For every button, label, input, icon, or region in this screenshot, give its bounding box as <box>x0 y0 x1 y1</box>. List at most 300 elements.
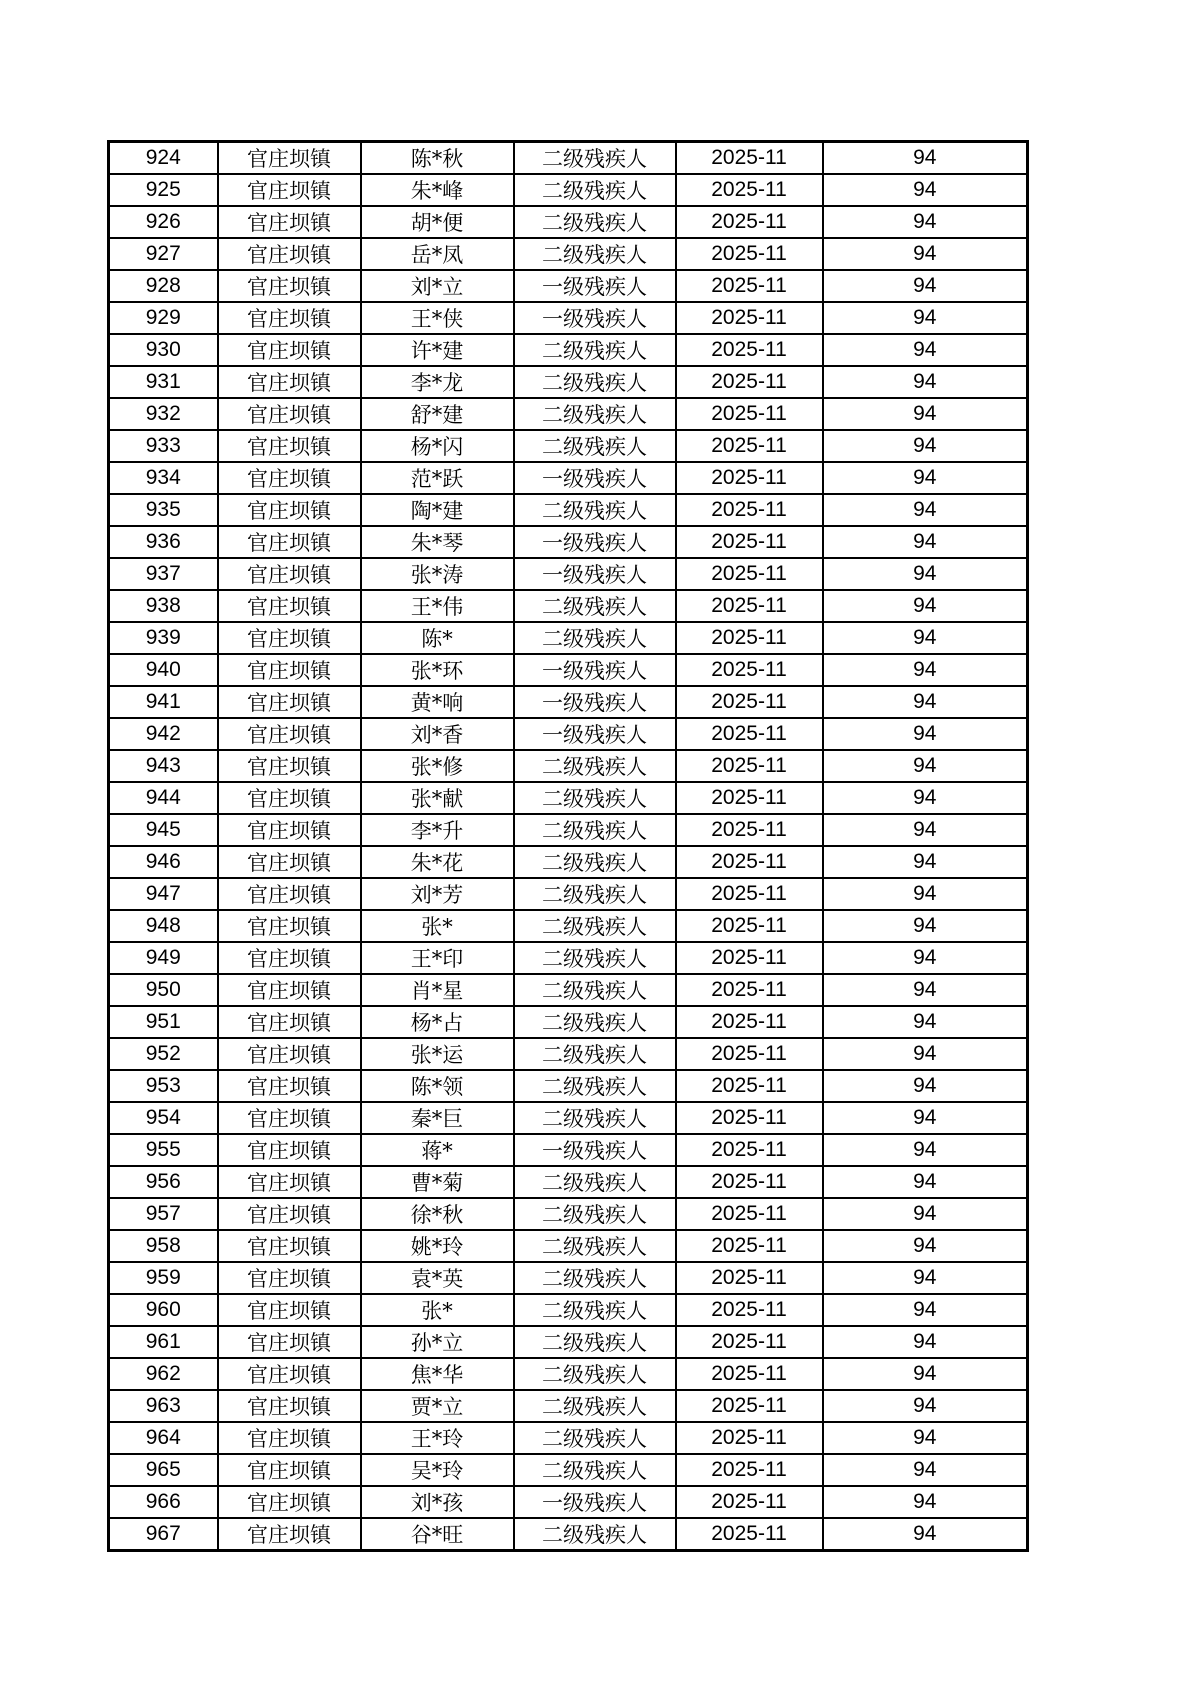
cell-disability-category: 二级残疾人 <box>514 878 676 910</box>
cell-serial-number: 927 <box>109 238 218 270</box>
cell-serial-number: 956 <box>109 1166 218 1198</box>
cell-town: 官庄坝镇 <box>218 1102 361 1134</box>
table-row <box>109 206 1028 238</box>
cell-disability-category: 二级残疾人 <box>514 1518 676 1551</box>
cell-town: 官庄坝镇 <box>218 814 361 846</box>
table-row <box>109 1038 1028 1070</box>
cell-amount: 94 <box>823 910 1028 942</box>
cell-town: 官庄坝镇 <box>218 1262 361 1294</box>
cell-payment-month: 2025-11 <box>676 366 823 398</box>
cell-amount: 94 <box>823 366 1028 398</box>
cell-person-name: 舒*建 <box>361 398 514 430</box>
cell-amount: 94 <box>823 654 1028 686</box>
cell-town: 官庄坝镇 <box>218 942 361 974</box>
cell-payment-month: 2025-11 <box>676 238 823 270</box>
table-row <box>109 942 1028 974</box>
cell-amount: 94 <box>823 686 1028 718</box>
cell-serial-number: 961 <box>109 1326 218 1358</box>
table-row <box>109 846 1028 878</box>
cell-person-name: 王*伟 <box>361 590 514 622</box>
cell-payment-month: 2025-11 <box>676 270 823 302</box>
cell-payment-month: 2025-11 <box>676 942 823 974</box>
cell-person-name: 贾*立 <box>361 1390 514 1422</box>
cell-payment-month: 2025-11 <box>676 1262 823 1294</box>
cell-serial-number: 945 <box>109 814 218 846</box>
cell-disability-category: 一级残疾人 <box>514 718 676 750</box>
cell-serial-number: 959 <box>109 1262 218 1294</box>
table-row <box>109 1006 1028 1038</box>
cell-disability-category: 二级残疾人 <box>514 142 676 175</box>
cell-serial-number: 964 <box>109 1422 218 1454</box>
cell-serial-number: 967 <box>109 1518 218 1551</box>
cell-serial-number: 930 <box>109 334 218 366</box>
cell-person-name: 刘*香 <box>361 718 514 750</box>
cell-amount: 94 <box>823 590 1028 622</box>
cell-town: 官庄坝镇 <box>218 1070 361 1102</box>
cell-amount: 94 <box>823 1294 1028 1326</box>
cell-disability-category: 一级残疾人 <box>514 270 676 302</box>
cell-payment-month: 2025-11 <box>676 334 823 366</box>
cell-disability-category: 二级残疾人 <box>514 1454 676 1486</box>
cell-person-name: 陶*建 <box>361 494 514 526</box>
cell-payment-month: 2025-11 <box>676 686 823 718</box>
cell-amount: 94 <box>823 846 1028 878</box>
cell-payment-month: 2025-11 <box>676 1422 823 1454</box>
cell-town: 官庄坝镇 <box>218 1454 361 1486</box>
table-row <box>109 654 1028 686</box>
cell-town: 官庄坝镇 <box>218 750 361 782</box>
cell-town: 官庄坝镇 <box>218 878 361 910</box>
cell-payment-month: 2025-11 <box>676 142 823 175</box>
cell-amount: 94 <box>823 142 1028 175</box>
cell-amount: 94 <box>823 1102 1028 1134</box>
cell-person-name: 刘*孩 <box>361 1486 514 1518</box>
cell-payment-month: 2025-11 <box>676 750 823 782</box>
cell-payment-month: 2025-11 <box>676 590 823 622</box>
table-row <box>109 494 1028 526</box>
table-row <box>109 174 1028 206</box>
cell-disability-category: 二级残疾人 <box>514 494 676 526</box>
cell-person-name: 朱*峰 <box>361 174 514 206</box>
table-row <box>109 1198 1028 1230</box>
cell-disability-category: 二级残疾人 <box>514 430 676 462</box>
cell-payment-month: 2025-11 <box>676 1166 823 1198</box>
cell-serial-number: 940 <box>109 654 218 686</box>
cell-disability-category: 二级残疾人 <box>514 1390 676 1422</box>
cell-amount: 94 <box>823 622 1028 654</box>
cell-disability-category: 二级残疾人 <box>514 238 676 270</box>
cell-town: 官庄坝镇 <box>218 334 361 366</box>
cell-disability-category: 一级残疾人 <box>514 1486 676 1518</box>
cell-disability-category: 二级残疾人 <box>514 1262 676 1294</box>
cell-amount: 94 <box>823 334 1028 366</box>
table-row <box>109 398 1028 430</box>
cell-person-name: 张*献 <box>361 782 514 814</box>
table-row <box>109 1166 1028 1198</box>
cell-payment-month: 2025-11 <box>676 1102 823 1134</box>
cell-person-name: 胡*便 <box>361 206 514 238</box>
table-row <box>109 686 1028 718</box>
cell-payment-month: 2025-11 <box>676 1294 823 1326</box>
cell-amount: 94 <box>823 750 1028 782</box>
cell-serial-number: 941 <box>109 686 218 718</box>
cell-disability-category: 二级残疾人 <box>514 1198 676 1230</box>
cell-amount: 94 <box>823 206 1028 238</box>
cell-payment-month: 2025-11 <box>676 1518 823 1551</box>
table-row <box>109 462 1028 494</box>
cell-town: 官庄坝镇 <box>218 782 361 814</box>
table-row <box>109 1486 1028 1518</box>
cell-serial-number: 943 <box>109 750 218 782</box>
cell-town: 官庄坝镇 <box>218 174 361 206</box>
cell-town: 官庄坝镇 <box>218 238 361 270</box>
cell-person-name: 吴*玲 <box>361 1454 514 1486</box>
cell-amount: 94 <box>823 398 1028 430</box>
cell-disability-category: 一级残疾人 <box>514 462 676 494</box>
cell-person-name: 张*环 <box>361 654 514 686</box>
table-row <box>109 1134 1028 1166</box>
cell-amount: 94 <box>823 558 1028 590</box>
cell-town: 官庄坝镇 <box>218 974 361 1006</box>
cell-disability-category: 二级残疾人 <box>514 1230 676 1262</box>
table-row <box>109 1262 1028 1294</box>
cell-amount: 94 <box>823 1038 1028 1070</box>
subsidy-roster-table <box>107 140 1029 1552</box>
cell-town: 官庄坝镇 <box>218 1294 361 1326</box>
cell-payment-month: 2025-11 <box>676 1038 823 1070</box>
cell-payment-month: 2025-11 <box>676 1006 823 1038</box>
cell-disability-category: 二级残疾人 <box>514 1070 676 1102</box>
cell-town: 官庄坝镇 <box>218 1038 361 1070</box>
cell-serial-number: 957 <box>109 1198 218 1230</box>
cell-town: 官庄坝镇 <box>218 1390 361 1422</box>
cell-town: 官庄坝镇 <box>218 654 361 686</box>
table-row <box>109 1454 1028 1486</box>
cell-amount: 94 <box>823 526 1028 558</box>
cell-town: 官庄坝镇 <box>218 1518 361 1551</box>
cell-serial-number: 966 <box>109 1486 218 1518</box>
cell-person-name: 肖*星 <box>361 974 514 1006</box>
cell-town: 官庄坝镇 <box>218 366 361 398</box>
table-row <box>109 558 1028 590</box>
cell-serial-number: 936 <box>109 526 218 558</box>
table-row <box>109 974 1028 1006</box>
cell-person-name: 陈*领 <box>361 1070 514 1102</box>
cell-amount: 94 <box>823 270 1028 302</box>
cell-disability-category: 二级残疾人 <box>514 366 676 398</box>
table-row <box>109 814 1028 846</box>
cell-person-name: 王*玲 <box>361 1422 514 1454</box>
cell-town: 官庄坝镇 <box>218 526 361 558</box>
cell-person-name: 谷*旺 <box>361 1518 514 1551</box>
cell-town: 官庄坝镇 <box>218 1198 361 1230</box>
cell-person-name: 刘*芳 <box>361 878 514 910</box>
cell-disability-category: 二级残疾人 <box>514 846 676 878</box>
cell-amount: 94 <box>823 1486 1028 1518</box>
cell-disability-category: 二级残疾人 <box>514 1422 676 1454</box>
cell-person-name: 焦*华 <box>361 1358 514 1390</box>
cell-disability-category: 一级残疾人 <box>514 654 676 686</box>
cell-amount: 94 <box>823 1070 1028 1102</box>
cell-person-name: 张* <box>361 910 514 942</box>
cell-amount: 94 <box>823 1454 1028 1486</box>
cell-payment-month: 2025-11 <box>676 494 823 526</box>
cell-disability-category: 一级残疾人 <box>514 1134 676 1166</box>
cell-payment-month: 2025-11 <box>676 1070 823 1102</box>
table-row <box>109 1422 1028 1454</box>
cell-person-name: 张*涛 <box>361 558 514 590</box>
cell-payment-month: 2025-11 <box>676 174 823 206</box>
cell-disability-category: 二级残疾人 <box>514 782 676 814</box>
table-row <box>109 750 1028 782</box>
cell-person-name: 秦*巨 <box>361 1102 514 1134</box>
cell-disability-category: 一级残疾人 <box>514 526 676 558</box>
table-row <box>109 270 1028 302</box>
cell-disability-category: 二级残疾人 <box>514 622 676 654</box>
table-row <box>109 1390 1028 1422</box>
cell-person-name: 李*升 <box>361 814 514 846</box>
cell-person-name: 王*侠 <box>361 302 514 334</box>
cell-amount: 94 <box>823 238 1028 270</box>
cell-serial-number: 963 <box>109 1390 218 1422</box>
cell-town: 官庄坝镇 <box>218 910 361 942</box>
cell-person-name: 陈*秋 <box>361 142 514 175</box>
table-row <box>109 1518 1028 1551</box>
cell-serial-number: 937 <box>109 558 218 590</box>
cell-serial-number: 933 <box>109 430 218 462</box>
cell-serial-number: 928 <box>109 270 218 302</box>
cell-serial-number: 925 <box>109 174 218 206</box>
cell-payment-month: 2025-11 <box>676 1390 823 1422</box>
cell-disability-category: 二级残疾人 <box>514 1166 676 1198</box>
cell-serial-number: 958 <box>109 1230 218 1262</box>
cell-person-name: 孙*立 <box>361 1326 514 1358</box>
table-row <box>109 302 1028 334</box>
cell-person-name: 王*印 <box>361 942 514 974</box>
cell-town: 官庄坝镇 <box>218 846 361 878</box>
cell-disability-category: 二级残疾人 <box>514 398 676 430</box>
cell-town: 官庄坝镇 <box>218 558 361 590</box>
cell-town: 官庄坝镇 <box>218 1422 361 1454</box>
cell-town: 官庄坝镇 <box>218 718 361 750</box>
cell-amount: 94 <box>823 942 1028 974</box>
cell-person-name: 姚*玲 <box>361 1230 514 1262</box>
table-body <box>109 142 1028 1551</box>
cell-serial-number: 942 <box>109 718 218 750</box>
cell-amount: 94 <box>823 1198 1028 1230</box>
cell-disability-category: 二级残疾人 <box>514 750 676 782</box>
cell-serial-number: 965 <box>109 1454 218 1486</box>
cell-town: 官庄坝镇 <box>218 1006 361 1038</box>
cell-disability-category: 二级残疾人 <box>514 974 676 1006</box>
cell-person-name: 许*建 <box>361 334 514 366</box>
table-row <box>109 334 1028 366</box>
cell-payment-month: 2025-11 <box>676 462 823 494</box>
cell-payment-month: 2025-11 <box>676 302 823 334</box>
cell-amount: 94 <box>823 1326 1028 1358</box>
cell-payment-month: 2025-11 <box>676 1230 823 1262</box>
cell-serial-number: 954 <box>109 1102 218 1134</box>
cell-payment-month: 2025-11 <box>676 622 823 654</box>
table-row <box>109 366 1028 398</box>
table-row <box>109 1358 1028 1390</box>
cell-town: 官庄坝镇 <box>218 686 361 718</box>
cell-amount: 94 <box>823 1358 1028 1390</box>
table-row <box>109 1070 1028 1102</box>
table-row <box>109 1326 1028 1358</box>
cell-disability-category: 二级残疾人 <box>514 814 676 846</box>
table-row <box>109 878 1028 910</box>
cell-serial-number: 952 <box>109 1038 218 1070</box>
cell-person-name: 蒋* <box>361 1134 514 1166</box>
cell-disability-category: 一级残疾人 <box>514 302 676 334</box>
cell-person-name: 陈* <box>361 622 514 654</box>
cell-amount: 94 <box>823 1006 1028 1038</box>
cell-payment-month: 2025-11 <box>676 1134 823 1166</box>
cell-disability-category: 二级残疾人 <box>514 1006 676 1038</box>
table-row <box>109 142 1028 175</box>
cell-person-name: 张* <box>361 1294 514 1326</box>
cell-amount: 94 <box>823 782 1028 814</box>
cell-amount: 94 <box>823 462 1028 494</box>
cell-town: 官庄坝镇 <box>218 270 361 302</box>
cell-person-name: 朱*琴 <box>361 526 514 558</box>
cell-amount: 94 <box>823 174 1028 206</box>
cell-town: 官庄坝镇 <box>218 142 361 175</box>
cell-serial-number: 955 <box>109 1134 218 1166</box>
cell-disability-category: 二级残疾人 <box>514 1038 676 1070</box>
cell-payment-month: 2025-11 <box>676 398 823 430</box>
cell-serial-number: 939 <box>109 622 218 654</box>
cell-disability-category: 一级残疾人 <box>514 558 676 590</box>
cell-amount: 94 <box>823 302 1028 334</box>
cell-serial-number: 932 <box>109 398 218 430</box>
cell-town: 官庄坝镇 <box>218 1134 361 1166</box>
cell-payment-month: 2025-11 <box>676 910 823 942</box>
cell-town: 官庄坝镇 <box>218 430 361 462</box>
table-row <box>109 1102 1028 1134</box>
cell-payment-month: 2025-11 <box>676 1486 823 1518</box>
table-row <box>109 430 1028 462</box>
cell-amount: 94 <box>823 814 1028 846</box>
cell-amount: 94 <box>823 1166 1028 1198</box>
cell-serial-number: 951 <box>109 1006 218 1038</box>
cell-town: 官庄坝镇 <box>218 302 361 334</box>
cell-serial-number: 947 <box>109 878 218 910</box>
cell-amount: 94 <box>823 430 1028 462</box>
cell-disability-category: 二级残疾人 <box>514 206 676 238</box>
table-row <box>109 238 1028 270</box>
cell-disability-category: 二级残疾人 <box>514 590 676 622</box>
cell-person-name: 张*修 <box>361 750 514 782</box>
cell-payment-month: 2025-11 <box>676 878 823 910</box>
table-row <box>109 718 1028 750</box>
cell-person-name: 朱*花 <box>361 846 514 878</box>
cell-payment-month: 2025-11 <box>676 974 823 1006</box>
cell-amount: 94 <box>823 718 1028 750</box>
cell-disability-category: 二级残疾人 <box>514 942 676 974</box>
cell-serial-number: 926 <box>109 206 218 238</box>
cell-town: 官庄坝镇 <box>218 398 361 430</box>
cell-person-name: 张*运 <box>361 1038 514 1070</box>
cell-disability-category: 二级残疾人 <box>514 1326 676 1358</box>
cell-payment-month: 2025-11 <box>676 1198 823 1230</box>
cell-payment-month: 2025-11 <box>676 206 823 238</box>
cell-payment-month: 2025-11 <box>676 1454 823 1486</box>
cell-payment-month: 2025-11 <box>676 430 823 462</box>
cell-town: 官庄坝镇 <box>218 1326 361 1358</box>
table-row <box>109 1294 1028 1326</box>
cell-payment-month: 2025-11 <box>676 526 823 558</box>
cell-person-name: 岳*凤 <box>361 238 514 270</box>
table-row <box>109 590 1028 622</box>
cell-serial-number: 938 <box>109 590 218 622</box>
cell-town: 官庄坝镇 <box>218 1486 361 1518</box>
cell-payment-month: 2025-11 <box>676 654 823 686</box>
cell-town: 官庄坝镇 <box>218 1166 361 1198</box>
cell-amount: 94 <box>823 974 1028 1006</box>
cell-town: 官庄坝镇 <box>218 1358 361 1390</box>
cell-serial-number: 935 <box>109 494 218 526</box>
cell-town: 官庄坝镇 <box>218 1230 361 1262</box>
cell-serial-number: 962 <box>109 1358 218 1390</box>
cell-person-name: 杨*占 <box>361 1006 514 1038</box>
cell-serial-number: 960 <box>109 1294 218 1326</box>
cell-town: 官庄坝镇 <box>218 206 361 238</box>
cell-disability-category: 一级残疾人 <box>514 686 676 718</box>
cell-person-name: 李*龙 <box>361 366 514 398</box>
cell-payment-month: 2025-11 <box>676 814 823 846</box>
cell-serial-number: 931 <box>109 366 218 398</box>
cell-serial-number: 949 <box>109 942 218 974</box>
cell-amount: 94 <box>823 1134 1028 1166</box>
table-row <box>109 910 1028 942</box>
cell-disability-category: 二级残疾人 <box>514 174 676 206</box>
cell-amount: 94 <box>823 1390 1028 1422</box>
cell-person-name: 杨*闪 <box>361 430 514 462</box>
cell-payment-month: 2025-11 <box>676 782 823 814</box>
cell-town: 官庄坝镇 <box>218 590 361 622</box>
cell-person-name: 徐*秋 <box>361 1198 514 1230</box>
cell-amount: 94 <box>823 1518 1028 1551</box>
cell-person-name: 袁*英 <box>361 1262 514 1294</box>
cell-serial-number: 953 <box>109 1070 218 1102</box>
cell-person-name: 黄*响 <box>361 686 514 718</box>
cell-serial-number: 924 <box>109 142 218 175</box>
cell-person-name: 曹*菊 <box>361 1166 514 1198</box>
cell-serial-number: 944 <box>109 782 218 814</box>
cell-town: 官庄坝镇 <box>218 462 361 494</box>
cell-amount: 94 <box>823 1422 1028 1454</box>
cell-disability-category: 二级残疾人 <box>514 1358 676 1390</box>
cell-disability-category: 二级残疾人 <box>514 334 676 366</box>
table-row <box>109 782 1028 814</box>
cell-person-name: 范*跃 <box>361 462 514 494</box>
cell-serial-number: 929 <box>109 302 218 334</box>
cell-payment-month: 2025-11 <box>676 558 823 590</box>
cell-serial-number: 946 <box>109 846 218 878</box>
cell-serial-number: 950 <box>109 974 218 1006</box>
table-row <box>109 526 1028 558</box>
cell-serial-number: 948 <box>109 910 218 942</box>
cell-serial-number: 934 <box>109 462 218 494</box>
cell-payment-month: 2025-11 <box>676 718 823 750</box>
cell-disability-category: 二级残疾人 <box>514 1294 676 1326</box>
cell-amount: 94 <box>823 1230 1028 1262</box>
cell-disability-category: 二级残疾人 <box>514 1102 676 1134</box>
cell-amount: 94 <box>823 878 1028 910</box>
table-row <box>109 1230 1028 1262</box>
